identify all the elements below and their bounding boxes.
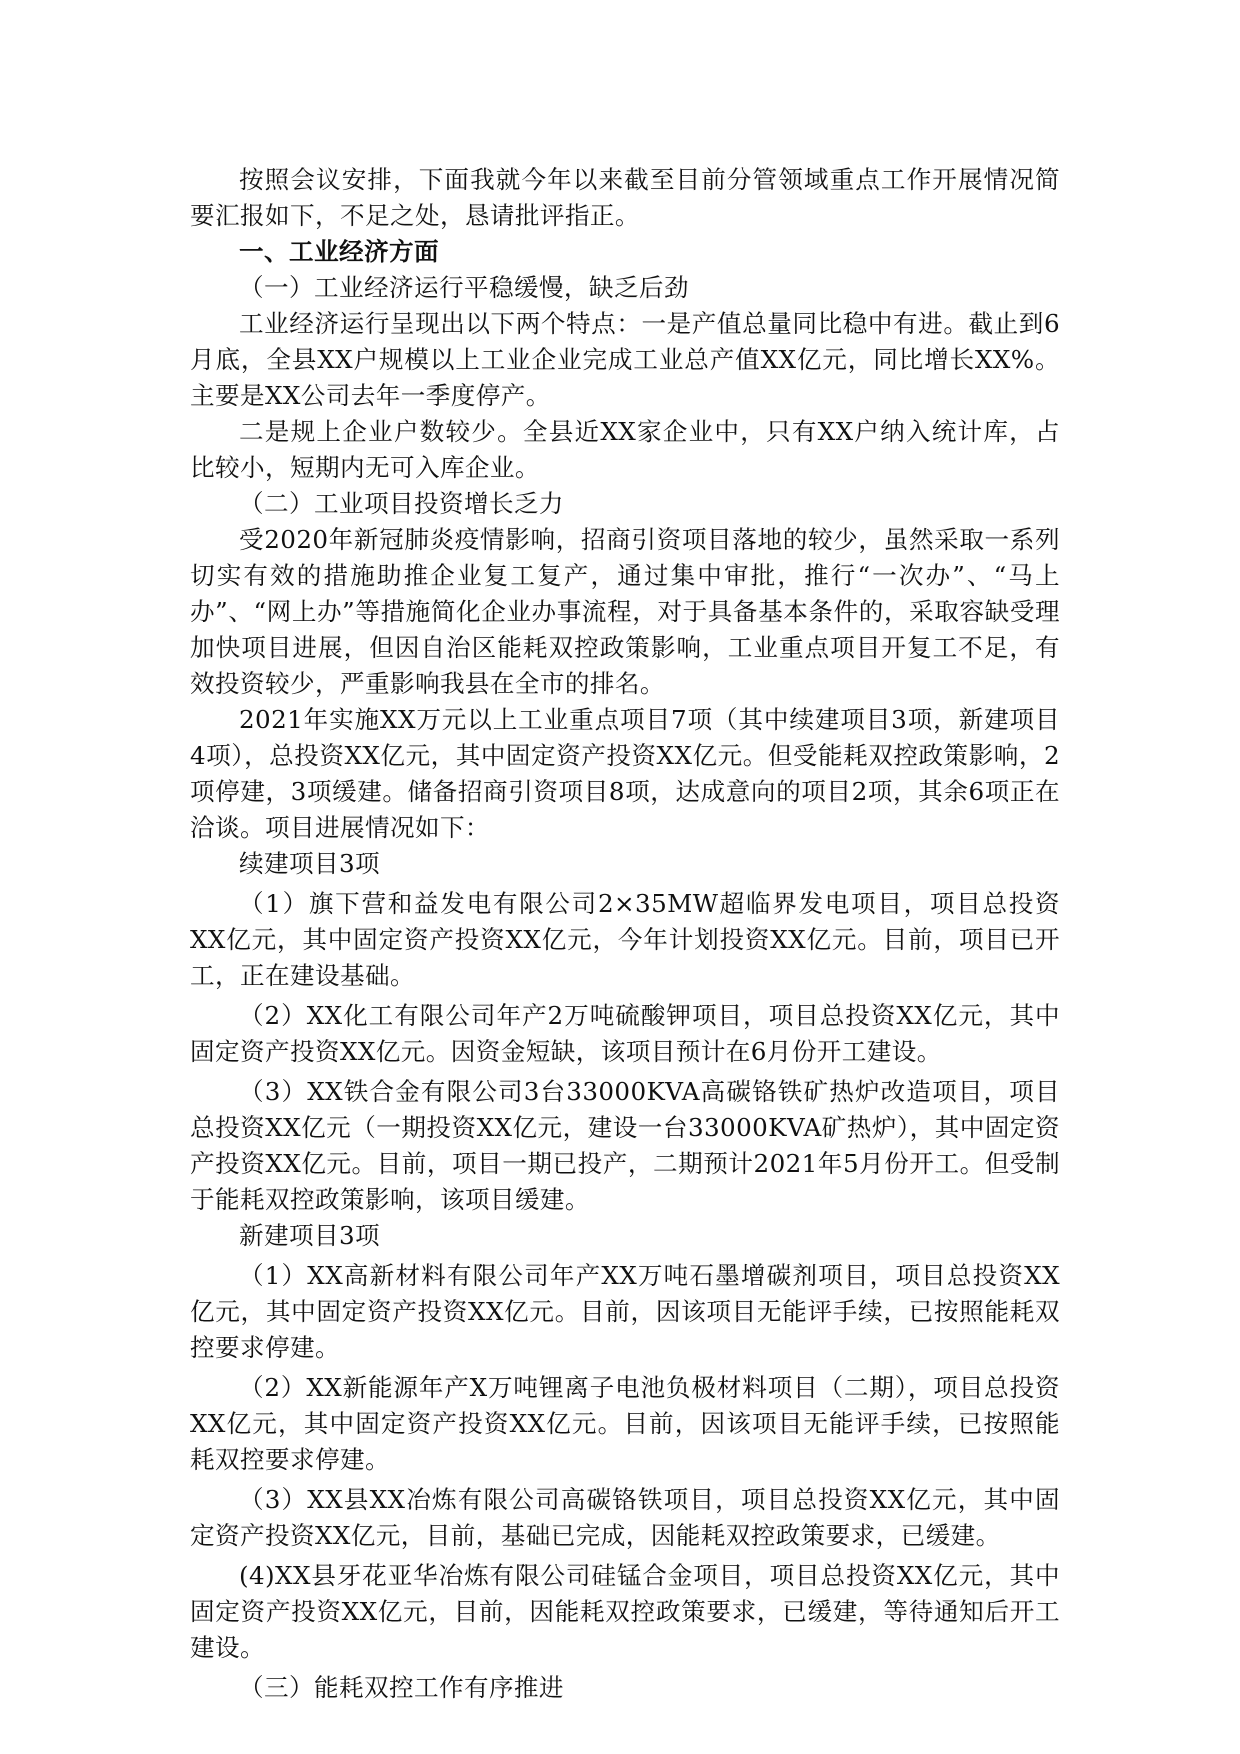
subsection-heading-1: （一）工业经济运行平稳缓慢，缺乏后劲	[239, 273, 689, 302]
intro-paragraph: 按照会议安排，下面我就今年以来截至目前分管领域重点工作开展情况简要汇报如下，不足之处，恳请批评指正。	[190, 165, 1060, 230]
list-item: (4)XX县牙花亚华冶炼有限公司硅锰合金项目，项目总投资XX亿元，其中固定资产投资XX亿元，目前，因能耗双控政策要求，已缓建，等待通知后开工建设。	[190, 1561, 1060, 1662]
list-item: （1）旗下营和益发电有限公司2×35MW超临界发电项目，项目总投资XX亿元，其中固定资产投资XX亿元，今年计划投资XX亿元。目前，项目已开工，正在建设基础。	[190, 889, 1060, 990]
body-paragraph: 工业经济运行呈现出以下两个特点：一是产值总量同比稳中有进。截止到6月底，全县XX户规模以上工业企业完成工业总产值XX亿元，同比增长XX%。主要是XX公司去年一季度停产。	[190, 309, 1060, 410]
list-item: （2）XX新能源年产X万吨锂离子电池负极材料项目（二期），项目总投资XX亿元，其中固定资产投资XX亿元。目前，因该项目无能评手续，已按照能耗双控要求停建。	[190, 1373, 1060, 1474]
list-item: （1）XX高新材料有限公司年产XX万吨石墨增碳剂项目，项目总投资XX亿元，其中固定资产投资XX亿元。目前，因该项目无能评手续，已按照能耗双控要求停建。	[190, 1261, 1060, 1362]
body-paragraph: 2021年实施XX万元以上工业重点项目7项（其中续建项目3项，新建项目4项），总投资XX亿元，其中固定资产投资XX亿元。但受能耗双控政策影响，2项停建，3项缓建。储备招商引资项目8项，达成意向的项目2项，其余6项正在洽谈。项目进展情况如下：	[190, 705, 1060, 842]
list-item: （3）XX铁合金有限公司3台33000KVA高碳铬铁矿热炉改造项目，项目总投资XX亿元（一期投资XX亿元，建设一台33000KVA矿热炉），其中固定资产投资XX亿元。目前，项目一期已投产，二期预计2021年5月份开工。但受制于能耗双控政策影响，该项目缓建。	[190, 1077, 1060, 1214]
list-heading-continued-projects: 续建项目3项	[239, 849, 381, 878]
subsection-heading-3: （三）能耗双控工作有序推进	[239, 1673, 564, 1702]
list-item: （3）XX县XX冶炼有限公司高碳铬铁项目，项目总投资XX亿元，其中固定资产投资XX亿元，目前，基础已完成，因能耗双控政策要求，已缓建。	[190, 1485, 1060, 1550]
section-heading-industrial-economy: 一、工业经济方面	[239, 237, 439, 266]
list-item: （2）XX化工有限公司年产2万吨硫酸钾项目，项目总投资XX亿元，其中固定资产投资XX亿元。因资金短缺，该项目预计在6月份开工建设。	[190, 1001, 1060, 1066]
list-heading-new-projects: 新建项目3项	[239, 1221, 381, 1250]
document-page	[190, 162, 1060, 1706]
body-paragraph: 二是规上企业户数较少。全县近XX家企业中，只有XX户纳入统计库，占比较小，短期内无可入库企业。	[190, 417, 1060, 482]
body-paragraph: 受2020年新冠肺炎疫情影响，招商引资项目落地的较少，虽然采取一系列切实有效的措施助推企业复工复产，通过集中审批，推行“一次办”、“马上办”、“网上办”等措施简化企业办事流程，对于具备基本条件的，采取容缺受理加快项目进展，但因自治区能耗双控政策影响，工业重点项目开复工不足，有效投资较少，严重影响我县在全市的排名。	[190, 525, 1060, 698]
subsection-heading-2: （二）工业项目投资增长乏力	[239, 489, 564, 518]
